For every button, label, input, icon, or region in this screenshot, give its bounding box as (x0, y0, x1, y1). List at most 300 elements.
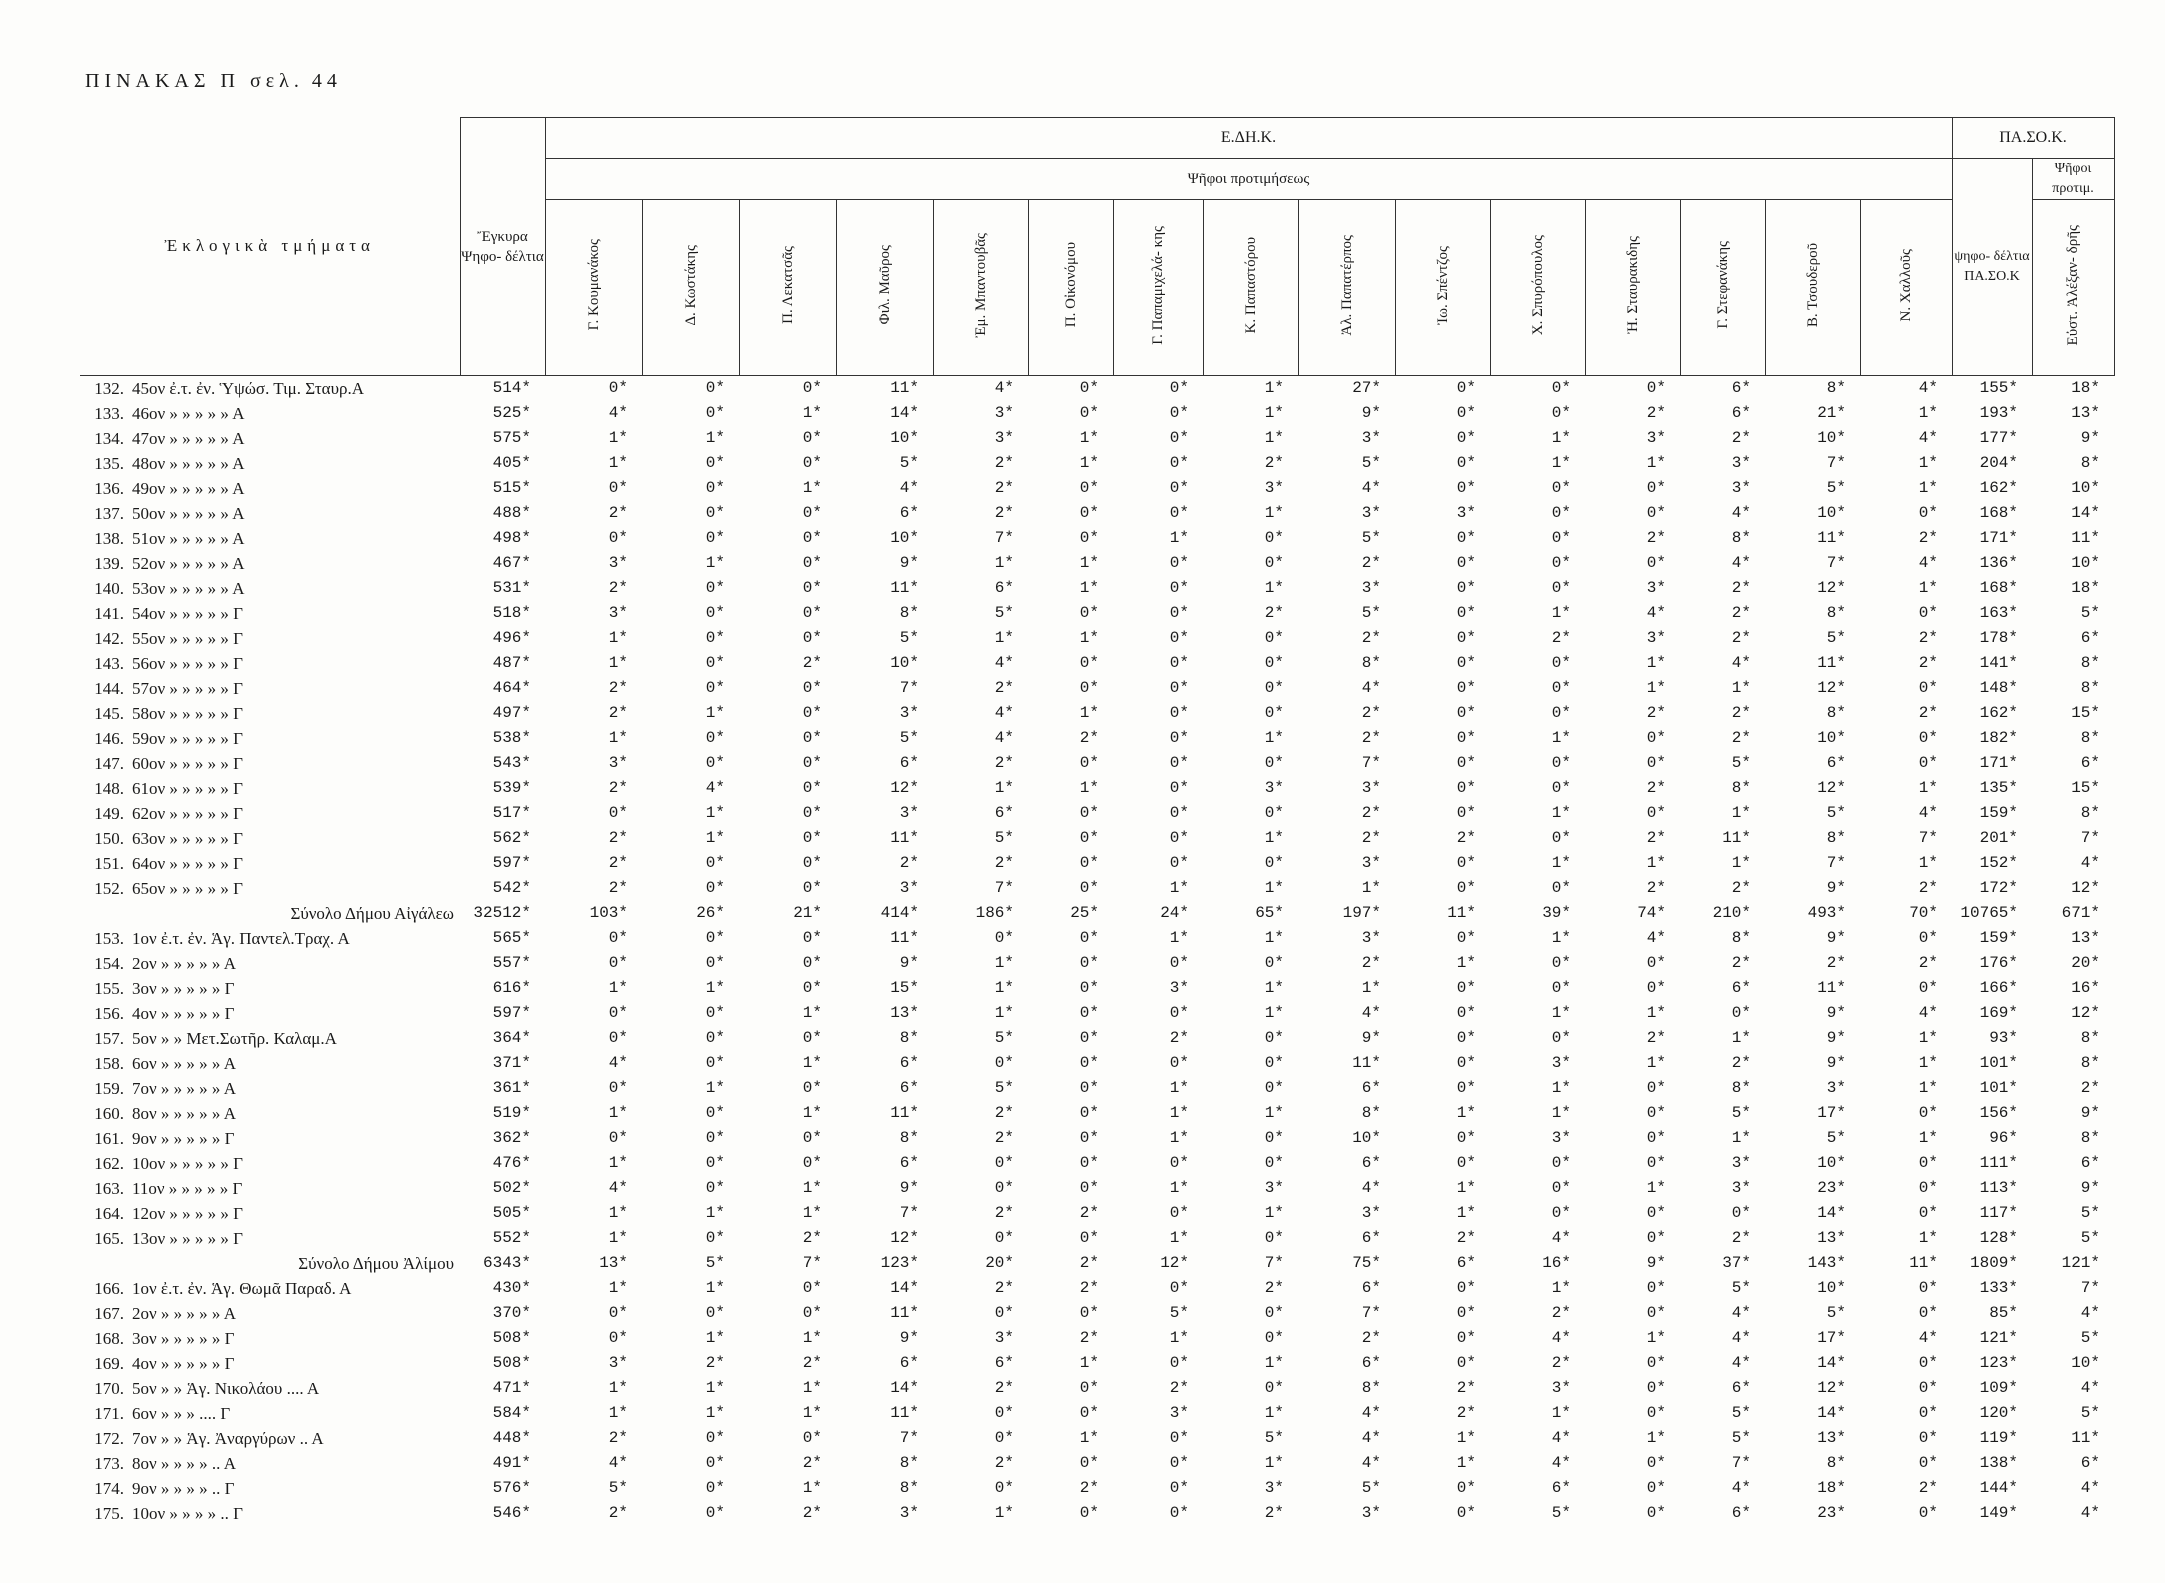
value-cell: 2* (608, 704, 628, 722)
value-cell: 0* (1551, 979, 1571, 997)
value-cell: 3* (1731, 454, 1751, 472)
value-cell: 5* (2080, 1329, 2100, 1347)
value-cell: 2* (1918, 654, 1938, 672)
value-cell: 1* (1169, 1229, 1189, 1247)
value-cell: 11* (1817, 529, 1846, 547)
value-cell: 5* (994, 604, 1014, 622)
value-cell: 1* (1918, 1079, 1938, 1097)
value-cell: 0* (1456, 879, 1476, 897)
value-cell: 0* (1551, 754, 1571, 772)
value-cell: 2* (1731, 604, 1751, 622)
value-cell: 5* (1361, 1479, 1381, 1497)
value-cell: 1* (1646, 1179, 1666, 1197)
value-cell: 152* (1979, 854, 2018, 872)
value-cell: 0* (1551, 529, 1571, 547)
value-cell: 3* (608, 604, 628, 622)
value-cell: 109* (1979, 1379, 2018, 1397)
value-cell: 4* (1731, 1329, 1751, 1347)
value-cell: 4* (2080, 1479, 2100, 1497)
section-label: 48ον » » » » » Α (132, 454, 245, 473)
table-row (80, 926, 2114, 951)
value-cell: 1* (608, 1229, 628, 1247)
value-cell: 7* (899, 1429, 919, 1447)
value-cell: 96* (1989, 1129, 2018, 1147)
value-cell: 0* (1456, 604, 1476, 622)
value-cell: 0* (1551, 379, 1571, 397)
value-cell: 4* (1918, 1329, 1938, 1347)
value-cell: 0* (1264, 1054, 1284, 1072)
row-number: 145. (94, 704, 124, 723)
value-cell: 3* (1731, 1154, 1751, 1172)
value-cell: 2* (608, 1504, 628, 1522)
value-cell: 1* (1079, 1354, 1099, 1372)
edik-header-text: Ε.ΔΗ.Κ. (1220, 129, 1277, 146)
value-cell: 4* (1918, 1004, 1938, 1022)
value-cell: 10* (1817, 504, 1846, 522)
value-cell: 0* (1918, 1104, 1938, 1122)
value-cell: 0* (802, 1429, 822, 1447)
section-label-cell (80, 426, 460, 451)
candidate-name: Β. Τσουδεροῦ (1804, 242, 1821, 328)
value-cell: 5* (1361, 529, 1381, 547)
value-cell: 1* (1646, 854, 1666, 872)
value-cell: 2* (1264, 604, 1284, 622)
value-cell: 0* (1918, 1279, 1938, 1297)
value-cell: 6* (1361, 1279, 1381, 1297)
value-cell: 0* (1918, 504, 1938, 522)
table-row (80, 876, 2114, 901)
value-cell: 0* (1079, 654, 1099, 672)
value-cell: 1* (1646, 679, 1666, 697)
value-cell: 0* (1918, 1379, 1938, 1397)
value-cell: 4* (1361, 1404, 1381, 1422)
section-label-cell (80, 901, 460, 926)
value-cell: 0* (1646, 979, 1666, 997)
value-cell: 8* (1826, 1454, 1846, 1472)
value-cell: 2* (1079, 1254, 1099, 1272)
value-cell: 0* (608, 1329, 628, 1347)
section-label: 65ον » » » » » Γ (132, 879, 244, 898)
value-cell: 12* (890, 779, 919, 797)
value-cell: 0* (802, 554, 822, 572)
value-cell: 0* (1551, 404, 1571, 422)
value-cell: 0* (705, 1304, 725, 1322)
value-cell: 0* (1551, 704, 1571, 722)
value-cell: 1* (608, 454, 628, 472)
candidate-header (1765, 200, 1860, 376)
value-cell: 0* (1079, 379, 1099, 397)
value-cell: 2* (1646, 779, 1666, 797)
value-cell: 0* (1646, 1204, 1666, 1222)
value-cell: 0* (1079, 1504, 1099, 1522)
pasok-pref-header (2032, 159, 2114, 200)
value-cell: 155* (1979, 379, 2018, 397)
value-cell: 0* (1169, 804, 1189, 822)
candidate-name: Ἀλ. Παπατέρπος (1338, 234, 1355, 336)
value-cell: 0* (1646, 1304, 1666, 1322)
value-cell: 0* (1918, 1304, 1938, 1322)
candidate-name: Χ. Σπυρόπουλος (1529, 234, 1546, 336)
section-label-cell (80, 1051, 460, 1076)
row-number: 158. (94, 1054, 124, 1073)
row-number: 173. (94, 1454, 124, 1473)
section-label-cell (80, 801, 460, 826)
value-cell: 11* (2071, 1429, 2100, 1447)
section-label-cell (80, 1301, 460, 1326)
value-cell: 493* (1807, 904, 1846, 922)
value-cell: 2* (1646, 404, 1666, 422)
value-cell: 0* (705, 1229, 725, 1247)
value-cell: 1* (1456, 954, 1476, 972)
value-cell: 2* (1731, 729, 1751, 747)
value-cell: 6* (899, 754, 919, 772)
value-cell: 2* (994, 1204, 1014, 1222)
value-cell: 8* (1826, 379, 1846, 397)
value-cell: 0* (1918, 754, 1938, 772)
value-cell: 487* (492, 654, 531, 672)
value-cell: 0* (802, 754, 822, 772)
value-cell: 2* (1361, 829, 1381, 847)
section-label-cell (80, 701, 460, 726)
value-cell: 6* (1551, 1479, 1571, 1497)
section-label: 59ον » » » » » Γ (132, 729, 244, 748)
value-cell: 0* (705, 1154, 725, 1172)
value-cell: 0* (705, 654, 725, 672)
value-cell: 2* (994, 454, 1014, 472)
value-cell: 0* (802, 879, 822, 897)
value-cell: 3* (1361, 779, 1381, 797)
value-cell: 2* (1169, 1029, 1189, 1047)
value-cell: 8* (899, 1454, 919, 1472)
pasok-candidate-header (2032, 200, 2114, 376)
value-cell: 1* (1169, 879, 1189, 897)
value-cell: 0* (802, 1029, 822, 1047)
section-label-cell (80, 451, 460, 476)
table-row (80, 726, 2114, 751)
value-cell: 0* (1079, 404, 1099, 422)
value-cell: 0* (1169, 1454, 1189, 1472)
value-cell: 0* (705, 1129, 725, 1147)
value-cell: 5* (1731, 1429, 1751, 1447)
value-cell: 0* (1079, 529, 1099, 547)
value-cell: 0* (1264, 1229, 1284, 1247)
value-cell: 176* (1979, 954, 2018, 972)
section-label: 7ον » » » » » Α (132, 1079, 237, 1098)
value-cell: 0* (1079, 754, 1099, 772)
value-cell: 3* (899, 879, 919, 897)
section-label: 56ον » » » » » Γ (132, 654, 244, 673)
row-number: 146. (94, 729, 124, 748)
value-cell: 0* (1169, 504, 1189, 522)
value-cell: 12* (2071, 1004, 2100, 1022)
value-cell: 0* (1646, 1154, 1666, 1172)
value-cell: 0* (1918, 1454, 1938, 1472)
row-number: 155. (94, 979, 124, 998)
value-cell: 0* (1646, 1404, 1666, 1422)
value-cell: 430* (492, 1279, 531, 1297)
value-cell: 177* (1979, 429, 2018, 447)
value-cell: 2* (1264, 1279, 1284, 1297)
value-cell: 0* (705, 729, 725, 747)
value-cell: 4* (1918, 804, 1938, 822)
value-cell: 123* (1979, 1354, 2018, 1372)
value-cell: 0* (1079, 1154, 1099, 1172)
value-cell: 0* (1079, 1054, 1099, 1072)
value-cell: 7* (994, 879, 1014, 897)
value-cell: 168* (1979, 504, 2018, 522)
value-cell: 0* (705, 379, 725, 397)
value-cell: 182* (1979, 729, 2018, 747)
section-label-cell (80, 851, 460, 876)
value-cell: 2* (1264, 454, 1284, 472)
value-cell: 3* (1456, 504, 1476, 522)
value-cell: 4* (1361, 1004, 1381, 1022)
value-cell: 2* (1918, 529, 1938, 547)
value-cell: 0* (1079, 604, 1099, 622)
pasok-ballots-header-text: ψηφο- δέλτια ΠΑ.ΣΟ.Κ (1954, 249, 2030, 284)
candidate-name: Ἐμ. Μπαντουβᾶς (972, 232, 989, 338)
value-cell: 0* (1079, 1079, 1099, 1097)
value-cell: 8* (899, 604, 919, 622)
value-cell: 543* (492, 754, 531, 772)
value-cell: 2* (994, 1379, 1014, 1397)
value-cell: 0* (705, 679, 725, 697)
value-cell: 0* (1169, 1004, 1189, 1022)
candidate-header (1860, 200, 1952, 376)
value-cell: 2* (802, 1504, 822, 1522)
value-cell: 361* (492, 1079, 531, 1097)
value-cell: 4* (1918, 379, 1938, 397)
value-cell: 13* (1817, 1229, 1846, 1247)
page-number: 44 (311, 70, 342, 92)
section-label-cell (80, 376, 460, 402)
value-cell: 5* (1731, 1279, 1751, 1297)
value-cell: 13* (890, 1004, 919, 1022)
value-cell: 1* (1264, 729, 1284, 747)
value-cell: 5* (1361, 604, 1381, 622)
value-cell: 0* (1079, 829, 1099, 847)
table-row (80, 1401, 2114, 1426)
value-cell: 0* (1169, 454, 1189, 472)
row-number: 159. (94, 1079, 124, 1098)
value-cell: 5* (705, 1254, 725, 1272)
value-cell: 2* (802, 1229, 822, 1247)
value-cell: 1* (1264, 1454, 1284, 1472)
value-cell: 11* (890, 579, 919, 597)
value-cell: 0* (802, 929, 822, 947)
value-cell: 7* (994, 529, 1014, 547)
value-cell: 1* (1646, 1004, 1666, 1022)
value-cell: 0* (1918, 729, 1938, 747)
value-cell: 4* (2080, 1304, 2100, 1322)
value-cell: 1* (802, 1104, 822, 1122)
value-cell: 9* (1361, 1029, 1381, 1047)
value-cell: 0* (1264, 754, 1284, 772)
value-cell: 476* (492, 1154, 531, 1172)
row-number: 144. (94, 679, 124, 698)
section-label-cell (80, 476, 460, 501)
value-cell: 0* (1646, 1104, 1666, 1122)
value-cell: 2* (1918, 879, 1938, 897)
value-cell: 1* (1551, 1279, 1571, 1297)
value-cell: 5* (1361, 454, 1381, 472)
value-cell: 1* (1551, 1404, 1571, 1422)
value-cell: 10* (890, 654, 919, 672)
value-cell: 6* (899, 1054, 919, 1072)
value-cell: 498* (492, 529, 531, 547)
value-cell: 0* (802, 729, 822, 747)
value-cell: 3* (1731, 1179, 1751, 1197)
value-cell: 518* (492, 604, 531, 622)
value-cell: 12* (890, 1229, 919, 1247)
table-row (80, 1476, 2114, 1501)
table-row (80, 601, 2114, 626)
value-cell: 1* (1551, 1004, 1571, 1022)
value-cell: 1* (608, 729, 628, 747)
value-cell: 9* (1826, 1029, 1846, 1047)
value-cell: 0* (994, 1154, 1014, 1172)
value-cell: 0* (1079, 879, 1099, 897)
value-cell: 1* (802, 404, 822, 422)
value-cell: 2* (608, 504, 628, 522)
value-cell: 1* (1264, 879, 1284, 897)
page-title-text: ΠΙΝΑΚΑΣ Π σελ. (85, 70, 304, 92)
value-cell: 210* (1712, 904, 1751, 922)
valid-ballots-header-text: Ἔγκυρα Ψηφο- δέλτια (461, 228, 544, 265)
edik-header (545, 118, 1952, 159)
value-cell: 1* (1264, 829, 1284, 847)
value-cell: 0* (1079, 479, 1099, 497)
value-cell: 3* (1361, 929, 1381, 947)
section-label: 47ον » » » » » Α (132, 429, 245, 448)
value-cell: 0* (1646, 1279, 1666, 1297)
preference-votes-header-text: Ψῆφοι προτιμήσεως (1187, 170, 1310, 187)
value-cell: 5* (1826, 1129, 1846, 1147)
value-cell: 0* (705, 629, 725, 647)
value-cell: 149* (1979, 1504, 2018, 1522)
sections-header-text: Ἐκλογικὰ τμήματα (164, 236, 375, 256)
section-label-cell (80, 726, 460, 751)
value-cell: 0* (1646, 729, 1666, 747)
value-cell: 0* (1646, 479, 1666, 497)
value-cell: 0* (1646, 379, 1666, 397)
value-cell: 0* (705, 454, 725, 472)
value-cell: 11* (890, 1104, 919, 1122)
value-cell: 0* (802, 1279, 822, 1297)
value-cell: 11* (1817, 654, 1846, 672)
value-cell: 1* (705, 829, 725, 847)
value-cell: 2* (1079, 729, 1099, 747)
value-cell: 8* (1731, 779, 1751, 797)
table-row (80, 1001, 2114, 1026)
value-cell: 2* (1646, 704, 1666, 722)
value-cell: 120* (1979, 1404, 2018, 1422)
value-cell: 0* (1731, 1004, 1751, 1022)
value-cell: 0* (1551, 779, 1571, 797)
value-cell: 1* (802, 1404, 822, 1422)
value-cell: 15* (2071, 779, 2100, 797)
value-cell: 6* (1361, 1354, 1381, 1372)
row-number: 160. (94, 1104, 124, 1123)
table-row (80, 701, 2114, 726)
row-number: 162. (94, 1154, 124, 1173)
value-cell: 10* (1817, 429, 1846, 447)
section-label-cell (80, 551, 460, 576)
value-cell: 3* (1361, 504, 1381, 522)
value-cell: 616* (492, 979, 531, 997)
row-number: 140. (94, 579, 124, 598)
value-cell: 7* (1731, 1454, 1751, 1472)
value-cell: 6* (899, 504, 919, 522)
value-cell: 8* (899, 1479, 919, 1497)
value-cell: 562* (492, 829, 531, 847)
value-cell: 496* (492, 629, 531, 647)
section-label-cell (80, 1401, 460, 1426)
value-cell: 0* (608, 1079, 628, 1097)
value-cell: 0* (1264, 1329, 1284, 1347)
value-cell: 15* (890, 979, 919, 997)
value-cell: 1* (608, 1279, 628, 1297)
value-cell: 1* (608, 1204, 628, 1222)
value-cell: 0* (802, 704, 822, 722)
value-cell: 4* (1551, 1429, 1571, 1447)
row-number: 132. (94, 379, 124, 398)
value-cell: 2* (1918, 1479, 1938, 1497)
value-cell: 1* (608, 1379, 628, 1397)
value-cell: 0* (608, 1029, 628, 1047)
value-cell: 103* (589, 904, 628, 922)
value-cell: 10* (2071, 554, 2100, 572)
value-cell: 10* (1817, 729, 1846, 747)
value-cell: 2* (1918, 629, 1938, 647)
section-label-cell (80, 1376, 460, 1401)
value-cell: 21* (793, 904, 822, 922)
value-cell: 1* (705, 804, 725, 822)
value-cell: 2* (1646, 529, 1666, 547)
value-cell: 8* (1731, 929, 1751, 947)
row-number: 141. (94, 604, 124, 623)
value-cell: 169* (1979, 1004, 2018, 1022)
candidate-header (1395, 200, 1490, 376)
value-cell: 4* (1731, 654, 1751, 672)
value-cell: 8* (2080, 729, 2100, 747)
value-cell: 0* (1456, 404, 1476, 422)
candidate-name: Ἰω. Σπέντζος (1434, 245, 1451, 325)
value-cell: 5* (1264, 1429, 1284, 1447)
value-cell: 1* (1551, 604, 1571, 622)
value-cell: 1* (1264, 579, 1284, 597)
section-label-cell (80, 601, 460, 626)
value-cell: 0* (1264, 554, 1284, 572)
value-cell: 2* (608, 829, 628, 847)
value-cell: 6* (1731, 1504, 1751, 1522)
value-cell: 12* (1817, 679, 1846, 697)
value-cell: 1* (994, 779, 1014, 797)
value-cell: 1* (705, 979, 725, 997)
value-cell: 405* (492, 454, 531, 472)
value-cell: 0* (1646, 954, 1666, 972)
section-label-cell (80, 1251, 460, 1276)
section-label: 5ον » » Ἁγ. Νικολάου .... Α (132, 1379, 320, 1398)
row-number: 156. (94, 1004, 124, 1023)
section-label-cell (80, 1001, 460, 1026)
value-cell: 0* (705, 529, 725, 547)
value-cell: 1* (994, 979, 1014, 997)
table-row (80, 1126, 2114, 1151)
section-label: 12ον » » » » » Γ (132, 1204, 244, 1223)
section-label-cell (80, 626, 460, 651)
row-number: 153. (94, 929, 124, 948)
